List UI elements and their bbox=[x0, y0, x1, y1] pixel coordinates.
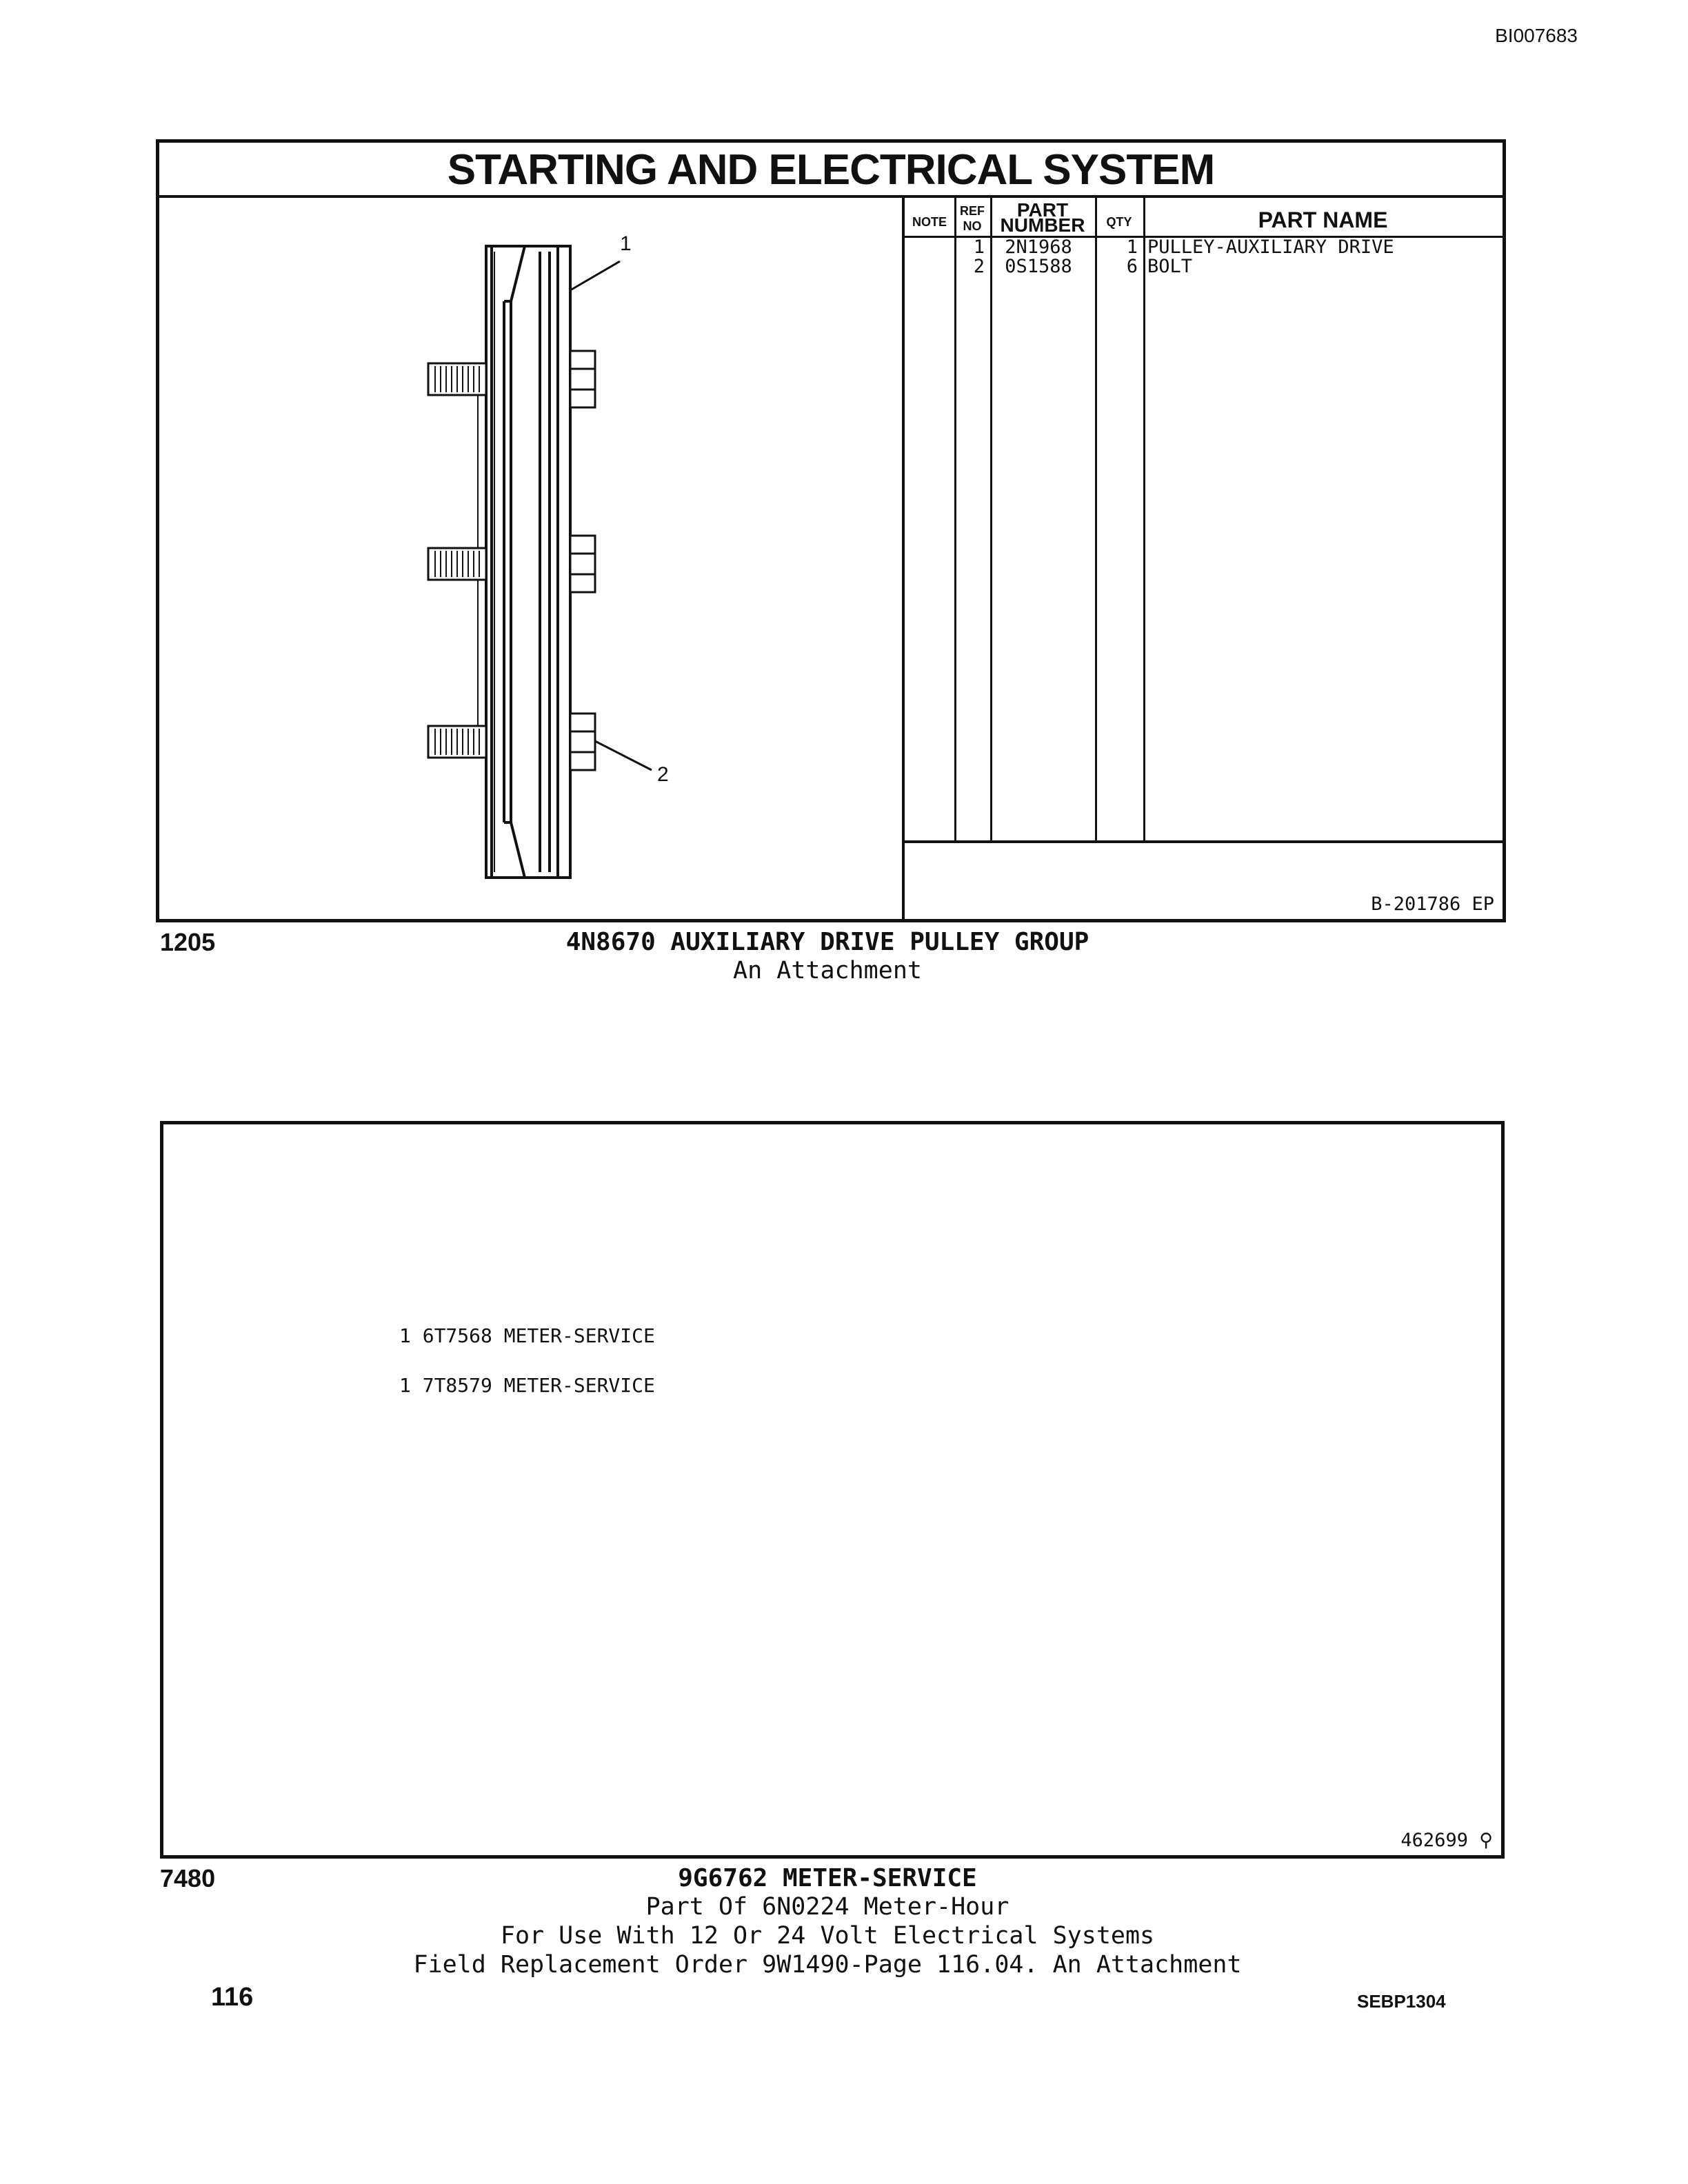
header-part-bottom: NUMBER bbox=[1000, 214, 1085, 236]
publication-code: SEBP1304 bbox=[1357, 1991, 1446, 2012]
panel2-ref-code: 462699 ⚲ bbox=[1400, 1830, 1493, 1851]
section-title: STARTING AND ELECTRICAL SYSTEM bbox=[447, 146, 1215, 194]
row1-part-name: PULLEY-AUXILIARY DRIVE bbox=[1147, 236, 1394, 258]
meter-panel bbox=[160, 1121, 1505, 1859]
group2-line-1: Part Of 6N0224 Meter-Hour bbox=[645, 1893, 1009, 1921]
pulley-illustration bbox=[159, 198, 905, 920]
row1-qty: 1 bbox=[1126, 236, 1138, 258]
meter-item-1: 1 6T7568 METER-SERVICE bbox=[399, 1324, 655, 1347]
group2-line-2: For Use With 12 Or 24 Volt Electrical Systems bbox=[500, 1922, 1155, 1950]
header-ref-top: REF bbox=[960, 204, 985, 218]
pulley-drawing bbox=[159, 198, 902, 920]
meter-item-2: 1 7T8579 METER-SERVICE bbox=[399, 1374, 655, 1397]
header-qty: QTY bbox=[1106, 215, 1132, 229]
header-note: NOTE bbox=[912, 215, 947, 229]
col-note bbox=[905, 198, 956, 840]
group1-title: 4N8670 AUXILIARY DRIVE PULLEY GROUP bbox=[565, 928, 1089, 956]
row1-part-number: 2N1968 bbox=[1005, 236, 1072, 258]
parts-panel bbox=[156, 139, 1506, 922]
row1-ref: 1 bbox=[973, 236, 985, 258]
group1-id: 1205 bbox=[160, 928, 216, 956]
row2-part-name: BOLT bbox=[1147, 256, 1193, 277]
col-qty bbox=[1095, 198, 1145, 840]
group2-id: 7480 bbox=[160, 1864, 216, 1892]
illustration-ref-code: B-201786 EP bbox=[1371, 893, 1494, 915]
row2-part-number: 0S1588 bbox=[1005, 256, 1072, 277]
row2-qty: 6 bbox=[1126, 256, 1138, 277]
callout-2: 2 bbox=[657, 763, 669, 786]
group2-line-3: Field Replacement Order 9W1490-Page 116.04. An Attachment bbox=[413, 1951, 1242, 1979]
row2-ref: 2 bbox=[973, 256, 985, 277]
parts-table bbox=[905, 198, 1503, 843]
page-number: 116 bbox=[211, 1983, 254, 2012]
col-part-number bbox=[990, 198, 1097, 840]
header-part-top: PART bbox=[1016, 199, 1069, 221]
group2-title: 9G6762 METER-SERVICE bbox=[678, 1864, 977, 1892]
section-title-bar bbox=[159, 143, 1503, 198]
col-ref bbox=[954, 198, 992, 840]
document-id: BI007683 bbox=[1495, 25, 1578, 46]
header-part-name: PART NAME bbox=[1258, 208, 1388, 232]
callout-1: 1 bbox=[620, 232, 632, 255]
group1-subtitle: An Attachment bbox=[733, 957, 922, 984]
header-ref-bottom: NO bbox=[963, 219, 982, 233]
